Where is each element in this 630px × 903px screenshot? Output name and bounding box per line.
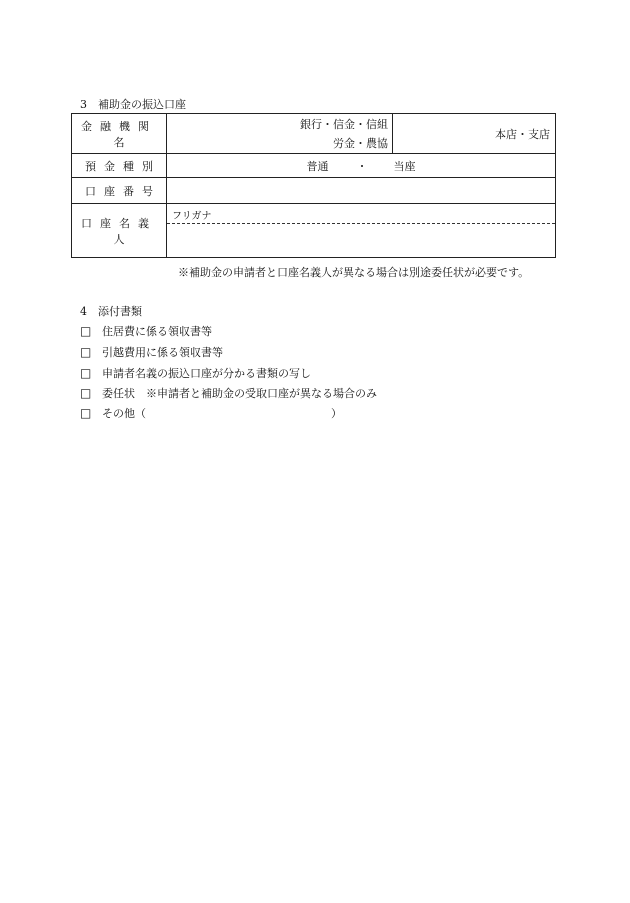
section-4-number: 4 [80,305,87,318]
deposit-type-row [72,154,556,178]
attachment-label: 申請者名義の振込口座が分かる書類の写し [102,367,311,380]
account-holder-note: ※補助金の申請者と口座名義人が異なる場合は別途委任状が必要です。 [178,266,530,279]
account-number-row [72,178,556,204]
account-holder-row [72,204,556,258]
account-number-label: 口座番号 [72,178,167,204]
attachment-label: 住居費に係る領収書等 [102,325,212,338]
attachment-label: 引越費用に係る領収書等 [102,346,223,359]
attachment-item-other[interactable] [80,406,342,421]
checkbox-icon[interactable]: □ [80,386,92,400]
attachment-label-other: その他（ [102,407,146,420]
account-number-field[interactable] [167,178,556,204]
branch-type-options: 本店・支店 [393,114,556,154]
bank-type-options [167,114,393,154]
furigana-label: フリガナ [172,211,212,222]
attachment-item[interactable] [80,386,377,401]
deposit-type-label: 預金種別 [72,154,167,178]
section-4-title: 添付書類 [98,305,142,318]
attachment-item[interactable] [80,324,212,339]
checkbox-icon[interactable]: □ [80,366,92,380]
deposit-type-options [167,154,556,178]
furigana-divider [167,223,555,224]
checkbox-icon[interactable]: □ [80,345,92,359]
bank-account-table [71,113,556,258]
bank-type-line-1: 銀行・信金・信組 [300,117,388,131]
other-close-paren: ） [331,407,342,420]
section-3-heading [80,98,186,112]
deposit-option-current: 当座 [393,159,416,173]
section-3-number: 3 [80,98,87,111]
account-holder-field[interactable] [167,204,556,258]
account-holder-label: 口座名義人 [72,204,167,258]
deposit-separator: ・ [356,159,368,173]
attachment-item[interactable] [80,345,223,360]
checkbox-icon[interactable]: □ [80,324,92,338]
bank-type-line-2: 労金・農協 [333,136,388,150]
section-3-title: 補助金の振込口座 [98,98,186,111]
deposit-option-ordinary: 普通 [306,159,329,173]
attachment-label: 委任状 ※申請者と補助金の受取口座が異なる場合のみ [102,387,377,400]
section-4-heading [80,305,142,319]
attachment-item[interactable] [80,366,311,381]
bank-name-row [72,114,556,154]
checkbox-icon[interactable]: □ [80,406,92,420]
bank-name-label: 金融機関名 [72,114,167,154]
